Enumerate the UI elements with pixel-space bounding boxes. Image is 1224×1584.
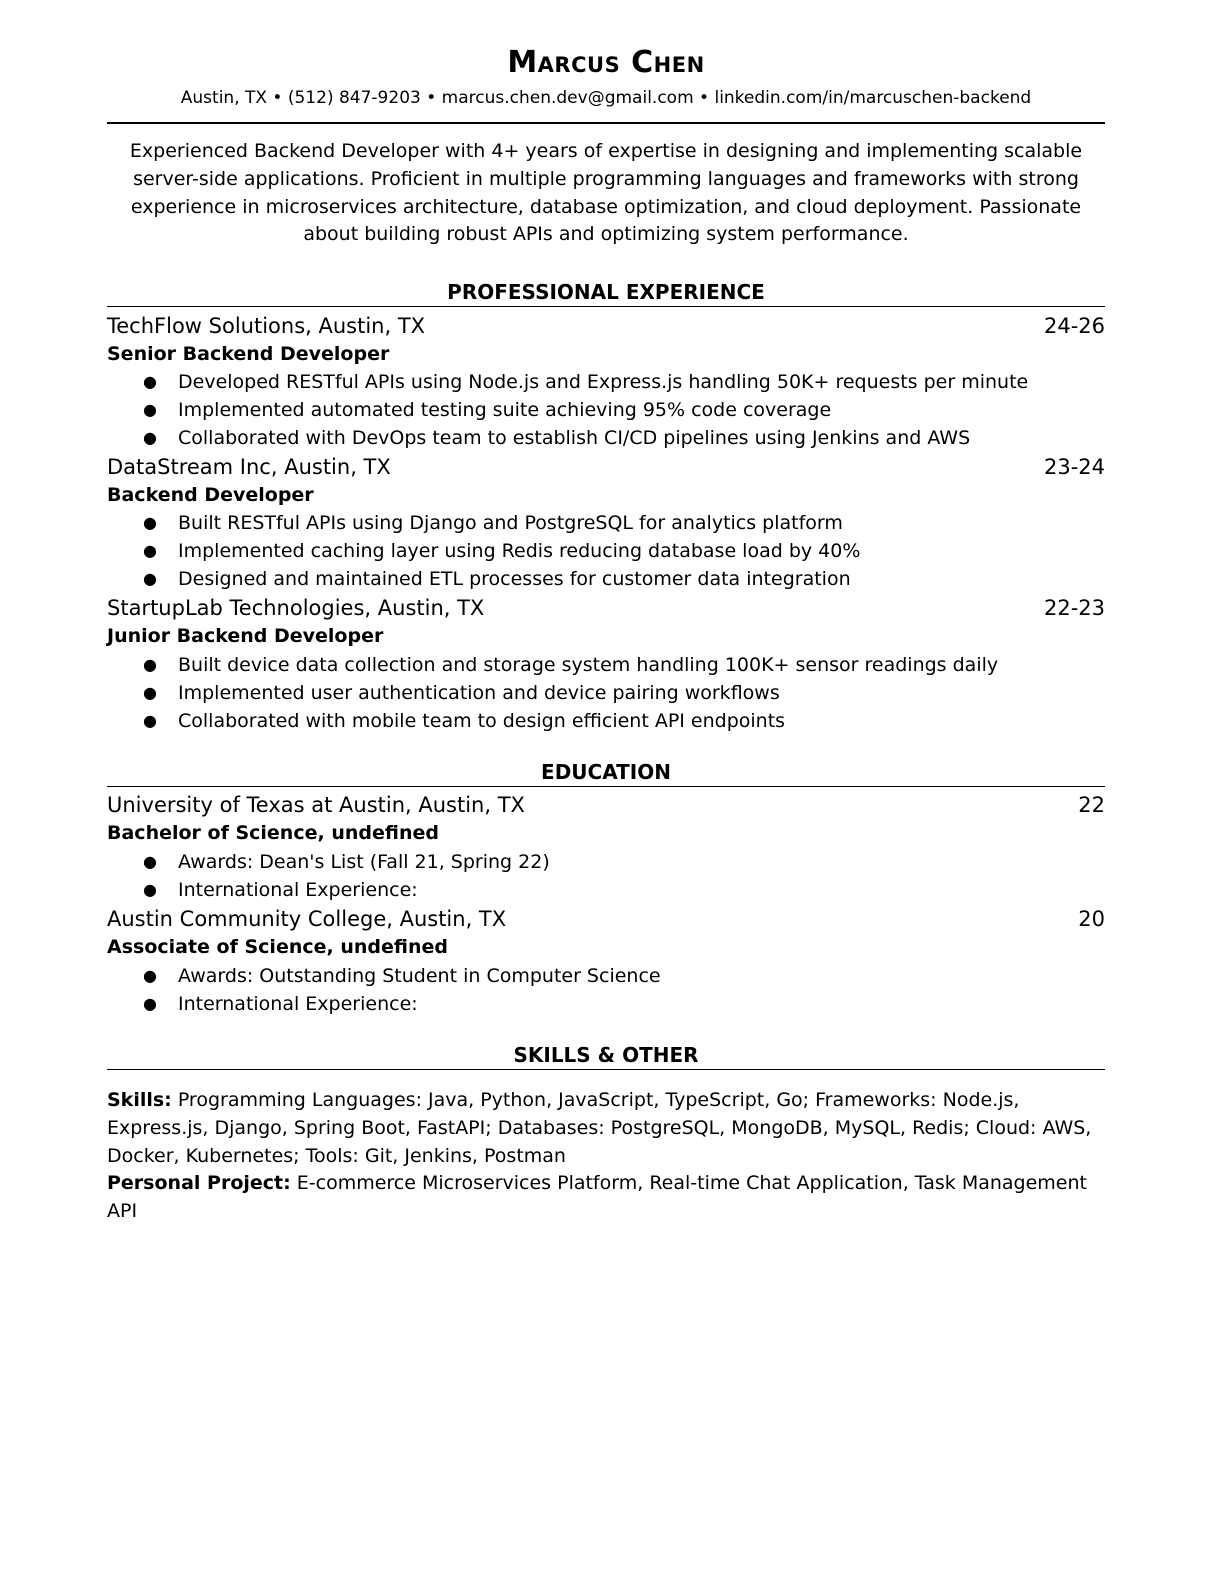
education-divider [107, 786, 1105, 787]
bullet-text: Built RESTful APIs using Django and PostgreSQL for analytics platform [178, 512, 843, 534]
list-item [107, 707, 1105, 735]
job-header [107, 453, 1105, 481]
bullet-icon: ● [143, 683, 157, 702]
job-title: Backend Developer [107, 484, 314, 506]
school-header [107, 791, 1105, 819]
school-name: University of Texas at Austin, Austin, TX [107, 793, 525, 817]
graduation-year: 20 [1078, 907, 1105, 931]
header-divider [107, 122, 1105, 124]
job-header [107, 312, 1105, 340]
bullet-text: Built device data collection and storage system handling 100K+ sensor readings daily [178, 654, 999, 676]
bullet-icon: ● [143, 711, 157, 730]
skills-label: Skills: [107, 1089, 172, 1111]
bullet-text: Collaborated with DevOps team to establish CI/CD pipelines using Jenkins and AWS [178, 427, 971, 449]
list-item [107, 537, 1105, 565]
bullet-icon: ● [143, 880, 157, 899]
list-item [107, 848, 1105, 876]
bullet-icon: ● [143, 569, 157, 588]
list-item [107, 368, 1105, 396]
bullet-text: International Experience: [178, 879, 418, 901]
bullet-icon: ● [143, 372, 157, 391]
job-dates: 24-26 [1043, 314, 1105, 338]
graduation-year: 22 [1078, 793, 1105, 817]
list-item [107, 962, 1105, 990]
bullet-text: Developed RESTful APIs using Node.js and Express.js handling 50K+ requests per minute [178, 371, 1029, 393]
bullet-icon: ● [143, 655, 157, 674]
bullet-icon: ● [143, 541, 157, 560]
bullet-text: Designed and maintained ETL processes for customer data integration [178, 568, 851, 590]
candidate-name: Marcus Chen [507, 45, 705, 80]
school-header [107, 905, 1105, 933]
degree: Bachelor of Science, undefined [107, 822, 439, 844]
bullet-icon: ● [143, 852, 157, 871]
skills-divider [107, 1069, 1105, 1070]
experience-divider [107, 306, 1105, 307]
skills-text: Programming Languages: Java, Python, JavaScript, TypeScript, Go; Frameworks: Node.js, Express.js, Django, Spring Boot, FastAPI; Databases: PostgreSQL, MongoDB, MySQL, Redis; Cloud: AWS, Docker, Kubernetes; Tools: Git, Jenkins, Postman [107, 1089, 1092, 1167]
project-paragraph [107, 1170, 1105, 1226]
skills-heading: SKILLS & OTHER [513, 1043, 699, 1067]
bullet-text: International Experience: [178, 993, 418, 1015]
job-dates: 23-24 [1043, 455, 1105, 479]
list-item [107, 679, 1105, 707]
list-item [107, 424, 1105, 452]
bullet-icon: ● [143, 428, 157, 447]
education-heading: EDUCATION [541, 760, 671, 784]
bullet-icon: ● [143, 994, 157, 1013]
bullet-icon: ● [143, 400, 157, 419]
job-organization: DataStream Inc, Austin, TX [107, 455, 391, 479]
bullet-text: Collaborated with mobile team to design efficient API endpoints [178, 710, 786, 732]
job-title: Junior Backend Developer [107, 625, 384, 647]
bullet-icon: ● [143, 513, 157, 532]
project-text: E-commerce Microservices Platform, Real-time Chat Application, Task Management API [107, 1172, 1087, 1222]
job-header [107, 594, 1105, 622]
job-title: Senior Backend Developer [107, 343, 390, 365]
bullet-text: Implemented caching layer using Redis reducing database load by 40% [178, 540, 861, 562]
job-organization: TechFlow Solutions, Austin, TX [107, 314, 426, 338]
list-item [107, 565, 1105, 593]
job-dates: 22-23 [1043, 596, 1105, 620]
bullet-text: Implemented automated testing suite achieving 95% code coverage [178, 399, 832, 421]
degree: Associate of Science, undefined [107, 936, 448, 958]
list-item [107, 651, 1105, 679]
list-item [107, 396, 1105, 424]
bullet-text: Implemented user authentication and device pairing workflows [178, 682, 780, 704]
bullet-text: Awards: Dean's List (Fall 21, Spring 22) [178, 851, 550, 873]
school-name: Austin Community College, Austin, TX [107, 907, 507, 931]
summary-paragraph: Experienced Backend Developer with 4+ years of expertise in designing and implementing scalable server-side applications. Proficient in multiple programming languages and frameworks with strong experience in microservices architecture, database optimization, and cloud deployment. Passionate about building robust APIs and optimizing system performance. [129, 140, 1083, 246]
list-item [107, 876, 1105, 904]
experience-heading: PROFESSIONAL EXPERIENCE [447, 280, 765, 304]
contact-line: Austin, TX • (512) 847-9203 • marcus.chen.dev@gmail.com • linkedin.com/in/marcuschen-backend [180, 88, 1032, 108]
list-item [107, 990, 1105, 1018]
job-organization: StartupLab Technologies, Austin, TX [107, 596, 485, 620]
bullet-text: Awards: Outstanding Student in Computer Science [178, 965, 661, 987]
list-item [107, 509, 1105, 537]
project-label: Personal Project: [107, 1172, 291, 1194]
bullet-icon: ● [143, 966, 157, 985]
skills-paragraph [107, 1087, 1105, 1170]
